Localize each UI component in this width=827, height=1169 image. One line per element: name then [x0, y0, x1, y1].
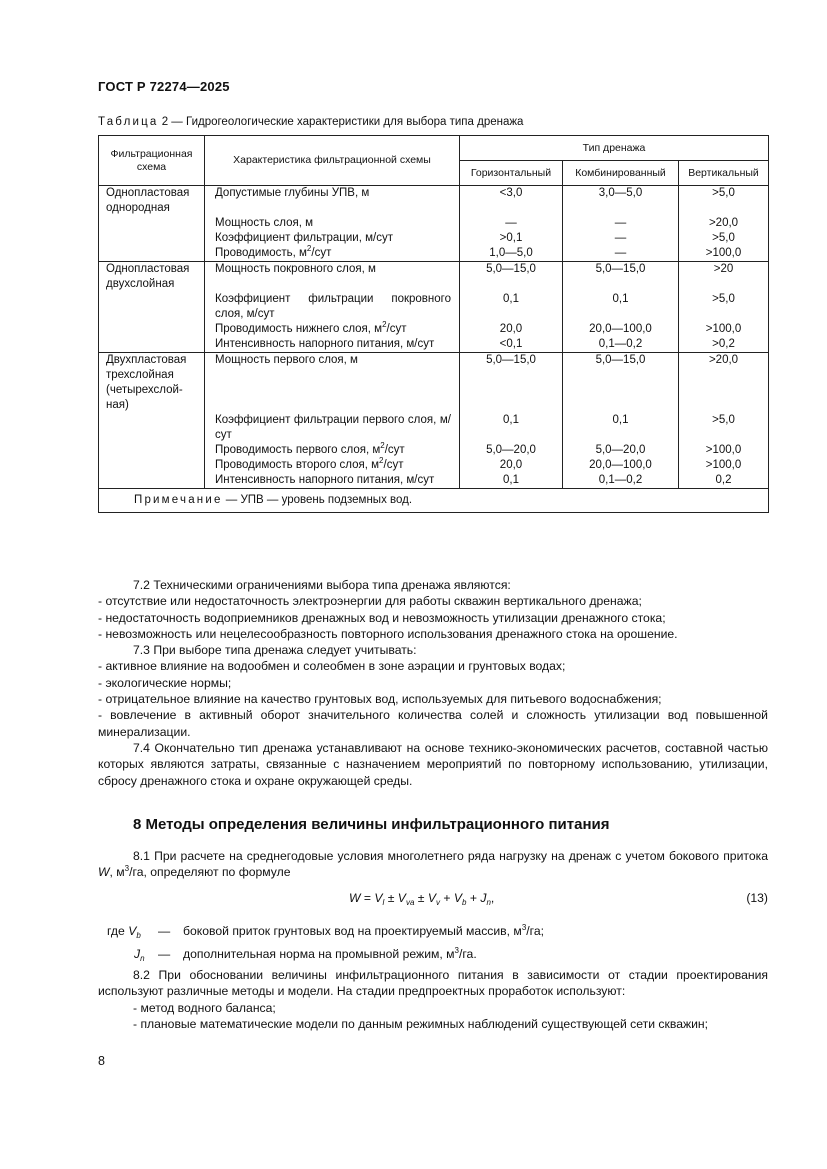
table-row [99, 337, 769, 353]
list-item: - метод водного баланса; [133, 1000, 276, 1015]
scheme-cell: Однопластовая однородная [99, 186, 205, 217]
vertical-value: >100,0 [679, 443, 769, 458]
where-line-jn: $J_n$ [134, 947, 145, 963]
scheme-cell-empty [99, 231, 205, 246]
list-item: - невозможность или нецелесообразность повторного использования дренажного стока на орошение. [98, 626, 678, 641]
paragraph-8-2 [98, 967, 768, 1032]
horizontal-value: 5,0—20,0 [460, 443, 563, 458]
combined-value: 20,0—100,0 [563, 322, 679, 337]
list-item: - плановые математические модели по данным режимных наблюдений существующей сети скважин; [133, 1016, 709, 1031]
vertical-value: >5,0 [679, 231, 769, 246]
where-dash: — [158, 924, 171, 938]
horizontal-value: 0,1 [460, 292, 563, 322]
drainage-table [98, 135, 769, 513]
head-characteristic: Характеристика фильтрационной схемы [205, 136, 460, 186]
vertical-value: >5,0 [679, 413, 769, 443]
table-row [99, 353, 769, 414]
vertical-value: >20,0 [679, 216, 769, 231]
table-row [99, 262, 769, 293]
table-row [99, 186, 769, 217]
combined-value: — [563, 246, 679, 262]
characteristic-cell: Проводимость второго слоя, $м^2$/сут [205, 458, 460, 473]
horizontal-value: 1,0—5,0 [460, 246, 563, 262]
horizontal-value: <0,1 [460, 337, 563, 353]
combined-value: 5,0—15,0 [563, 262, 679, 293]
table-caption-label: Таблица [98, 116, 159, 128]
list-item: - вовлечение в активный оборот значительного количества солей и сложность утилизации вод повышенной минерализации. [98, 708, 768, 739]
section-title: 8 Методы определения величины инфильтрационного питания [133, 816, 610, 833]
table-row [99, 322, 769, 337]
scheme-cell-empty [99, 292, 205, 322]
list-item: - экологические нормы; [98, 675, 232, 690]
combined-value: — [563, 216, 679, 231]
list-item: - активное влияние на водообмен и солеобмен в зоне аэрации и грунтовых водах; [98, 659, 566, 674]
combined-value: 0,1 [563, 413, 679, 443]
where-desc-jn: дополнительная норма на промывной режим, $м^3/га$. [183, 946, 477, 961]
scheme-cell-empty [99, 413, 205, 443]
head-combined: Комбинированный [563, 161, 679, 186]
horizontal-value: 5,0—15,0 [460, 353, 563, 414]
characteristic-cell: Мощность первого слоя, м [205, 353, 460, 414]
table-row [99, 413, 769, 443]
table-caption [98, 116, 523, 128]
head-drain-type: Тип дренажа [460, 136, 769, 161]
horizontal-value: 0,1 [460, 473, 563, 489]
table-row [99, 458, 769, 473]
vertical-value: >100,0 [679, 458, 769, 473]
where-line-vb: где $V_b$ [107, 924, 141, 940]
vertical-value: >5,0 [679, 186, 769, 217]
horizontal-value: 5,0—15,0 [460, 262, 563, 293]
combined-value: 20,0—100,0 [563, 458, 679, 473]
characteristic-cell: Коэффициент фильтрации первого слоя, м/сут [205, 413, 460, 443]
combined-value: 3,0—5,0 [563, 186, 679, 217]
head-scheme: Фильтрационная схема [99, 136, 205, 186]
page-number: 8 [98, 1054, 105, 1068]
combined-value: — [563, 231, 679, 246]
characteristic-cell: Допустимые глубины УПВ, м [205, 186, 460, 217]
characteristic-cell: Проводимость нижнего слоя, $м^2$/сут [205, 322, 460, 337]
scheme-cell-empty [99, 322, 205, 337]
note-text: — УПВ — уровень подземных вод. [222, 494, 413, 506]
horizontal-value: 20,0 [460, 458, 563, 473]
scheme-cell-empty [99, 216, 205, 231]
where-dash: — [158, 947, 171, 961]
table-note [99, 489, 769, 513]
characteristic-cell: Мощность слоя, м [205, 216, 460, 231]
horizontal-value: — [460, 216, 563, 231]
table-caption-text: 2 — Гидрогеологические характеристики для выбора типа дренажа [158, 116, 524, 128]
characteristic-cell: Мощность покровного слоя, м [205, 262, 460, 293]
paragraph: 7.3 При выборе типа дренажа следует учитывать: [133, 643, 417, 658]
vertical-value: >0,2 [679, 337, 769, 353]
paragraph-8-1: 8.1 При расчете на среднегодовые условия многолетнего ряда нагрузку на дренаж с учетом бокового притока W, $м^3/га$, определяют по формуле [98, 849, 768, 880]
note-label: Примечание [134, 494, 223, 506]
horizontal-value: 0,1 [460, 413, 563, 443]
formula-expression: $W = V_l \pm V_{va} \pm V_v + V_b + J_n$, [349, 891, 495, 907]
characteristic-cell: Коэффициент фильтрации, м/сут [205, 231, 460, 246]
vertical-value: >100,0 [679, 322, 769, 337]
scheme-cell-empty [99, 443, 205, 458]
table-row [99, 443, 769, 458]
combined-value: 0,1 [563, 292, 679, 322]
combined-value: 5,0—20,0 [563, 443, 679, 458]
table-row [99, 231, 769, 246]
scheme-cell: Двухпластовая трехслойная (четырехслой-ная) [99, 353, 205, 414]
scheme-cell-empty [99, 473, 205, 489]
scheme-cell-empty [99, 246, 205, 262]
combined-value: 0,1—0,2 [563, 473, 679, 489]
vertical-value: >100,0 [679, 246, 769, 262]
vertical-value: >20 [679, 262, 769, 293]
where-desc-vb: боковой приток грунтовых вод на проектируемый массив, $м^3/га$; [183, 923, 544, 938]
characteristic-cell: Проводимость, $м^2$/сут [205, 246, 460, 262]
table-row [99, 292, 769, 322]
head-horizontal: Горизонтальный [460, 161, 563, 186]
characteristic-cell: Проводимость первого слоя, $м^2$/сут [205, 443, 460, 458]
formula-number: (13) [746, 891, 768, 905]
table-row [99, 473, 769, 489]
paragraph: 8.2 При обосновании величины инфильтрационного питания в зависимости от стадии проектирования используют различные методы и модели. На стадии предпроектных проработок используют: [98, 968, 768, 999]
paragraph: 7.4 Окончательно тип дренажа устанавливают на основе технико-экономических расчетов, составной частью которых являются затраты, связанные с назначением мероприятий по повторному использованию, утилизации, сбросу дренажного стока и охране окружающей среды. [98, 740, 768, 788]
characteristic-cell: Интенсивность напорного питания, м/сут [205, 337, 460, 353]
horizontal-value: 20,0 [460, 322, 563, 337]
vertical-value: >20,0 [679, 353, 769, 414]
table-row [99, 216, 769, 231]
characteristic-cell: Коэффициент фильтрации покровного слоя, м/сут [205, 292, 460, 322]
table-row [99, 246, 769, 262]
list-item: - отсутствие или недостаточность электроэнергии для работы скважин вертикального дренажа; [98, 594, 642, 609]
scheme-cell-empty [99, 337, 205, 353]
characteristic-cell: Интенсивность напорного питания, м/сут [205, 473, 460, 489]
scheme-cell-empty [99, 458, 205, 473]
horizontal-value: <3,0 [460, 186, 563, 217]
scheme-cell: Однопластовая двухслойная [99, 262, 205, 293]
list-item: - недостаточность водоприемников дренажных вод и невозможность утилизации дренажного стока; [98, 610, 666, 625]
list-item: - отрицательное влияние на качество грунтовых вод, используемых для питьевого водоснабжения; [98, 692, 662, 707]
paragraph: 7.2 Техническими ограничениями выбора типа дренажа являются: [133, 578, 511, 592]
combined-value: 5,0—15,0 [563, 353, 679, 414]
vertical-value: >5,0 [679, 292, 769, 322]
head-vertical: Вертикальный [679, 161, 769, 186]
section7-text [98, 577, 768, 789]
document-header: ГОСТ Р 72274—2025 [98, 79, 230, 94]
horizontal-value: >0,1 [460, 231, 563, 246]
combined-value: 0,1—0,2 [563, 337, 679, 353]
vertical-value: 0,2 [679, 473, 769, 489]
